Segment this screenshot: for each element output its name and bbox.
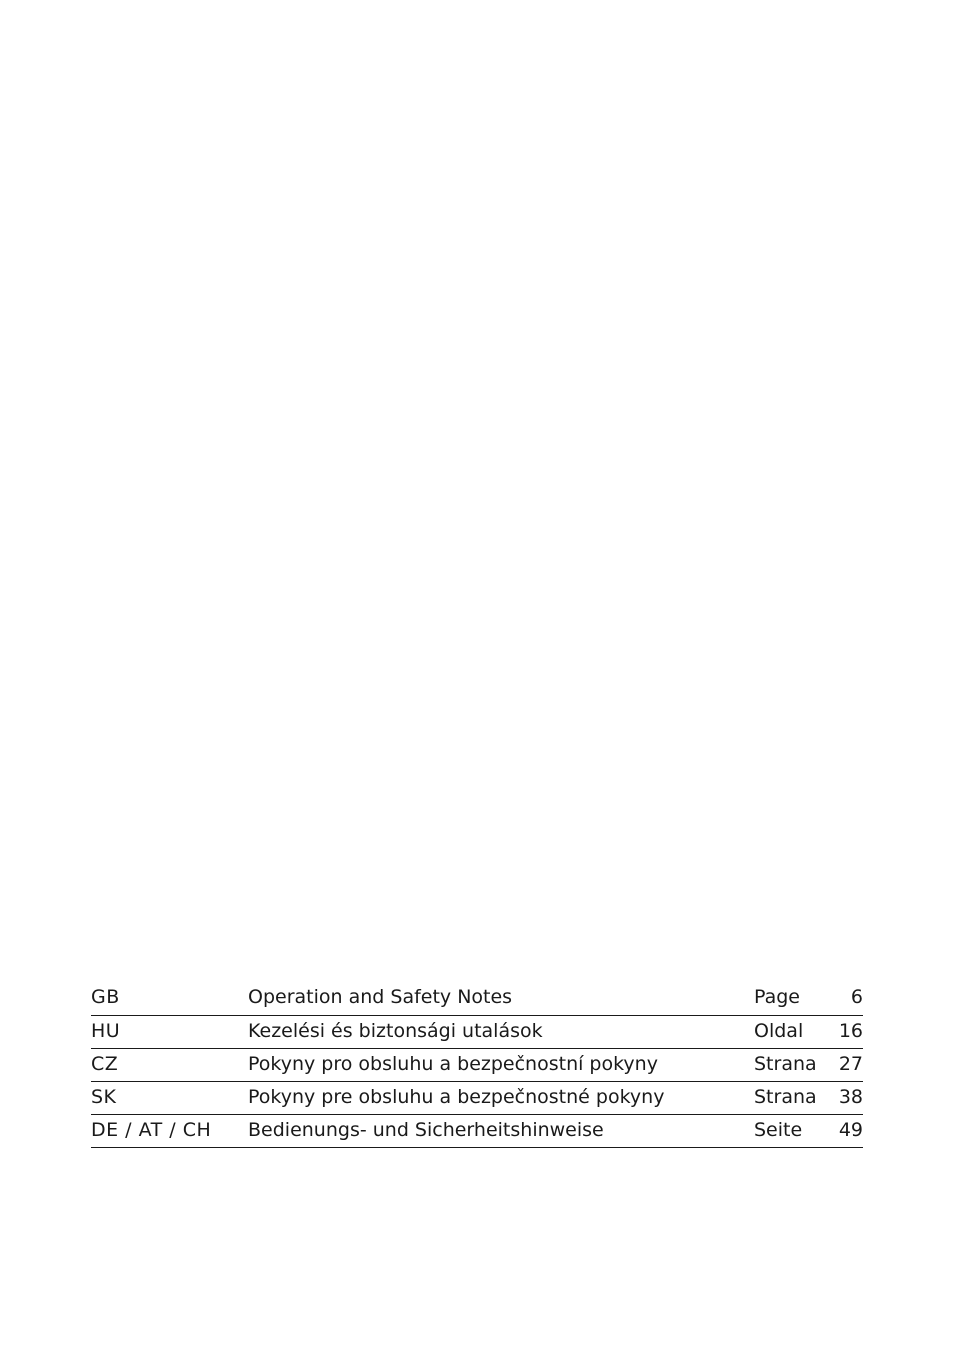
table-of-contents bbox=[91, 982, 863, 1148]
section-title: Bedienungs- und Sicherheitshinweise bbox=[248, 1119, 604, 1141]
section-title: Pokyny pro obsluhu a bezpečnostní pokyny bbox=[248, 1053, 658, 1075]
section-title: Operation and Safety Notes bbox=[248, 986, 513, 1008]
toc-row-sk[interactable] bbox=[91, 1082, 863, 1115]
toc-row-de-at-ch[interactable] bbox=[91, 1115, 863, 1148]
toc-row-hu[interactable] bbox=[91, 1016, 863, 1049]
page-label: Oldal bbox=[754, 1020, 804, 1042]
language-code: DE / AT / CH bbox=[91, 1119, 212, 1141]
page-number: 16 bbox=[838, 1020, 863, 1042]
page-label: Strana bbox=[754, 1053, 817, 1075]
language-code: CZ bbox=[91, 1053, 119, 1075]
toc-row-gb[interactable] bbox=[91, 982, 863, 1016]
language-code: SK bbox=[91, 1086, 117, 1108]
page-number: 6 bbox=[850, 986, 863, 1008]
language-code: HU bbox=[91, 1020, 121, 1042]
page-label: Strana bbox=[754, 1086, 817, 1108]
page-number: 38 bbox=[838, 1086, 863, 1108]
page-number: 27 bbox=[838, 1053, 863, 1075]
section-title: Kezelési és biztonsági utalások bbox=[248, 1020, 543, 1042]
page-label: Page bbox=[754, 986, 800, 1008]
language-code: GB bbox=[91, 986, 120, 1008]
page-label: Seite bbox=[754, 1119, 803, 1141]
page-number: 49 bbox=[838, 1119, 863, 1141]
toc-row-cz[interactable] bbox=[91, 1049, 863, 1082]
section-title: Pokyny pre obsluhu a bezpečnostné pokyny bbox=[248, 1086, 665, 1108]
